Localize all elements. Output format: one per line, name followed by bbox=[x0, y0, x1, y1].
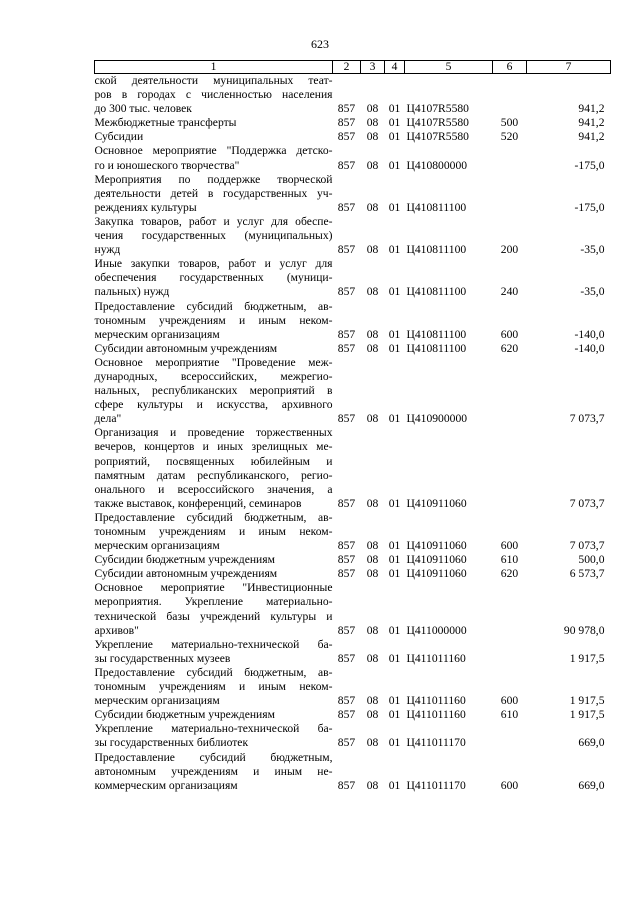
row-name-line: Субсидии автономным учреждениям bbox=[94, 341, 278, 355]
row-name-line: сфере культуры и искусства, архивного bbox=[94, 398, 333, 412]
cell-c4: 01 bbox=[388, 285, 401, 299]
table-row bbox=[95, 215, 611, 257]
row-name-cell bbox=[95, 342, 333, 356]
table-row bbox=[95, 426, 611, 511]
cell-c4: 01 bbox=[388, 116, 401, 130]
row-name-line: чения государственных (муниципальных) bbox=[94, 229, 333, 243]
cell-c7: -35,0 bbox=[580, 243, 605, 257]
cell-c6 bbox=[493, 173, 527, 215]
cell-c3: 08 bbox=[366, 694, 379, 708]
header-col-7: 7 bbox=[527, 61, 611, 74]
cell-c2: 857 bbox=[337, 496, 356, 510]
cell-c7: -140,0 bbox=[574, 327, 605, 341]
cell-c7: 1 917,5 bbox=[569, 651, 605, 665]
cell-c5: Ц410811100 bbox=[406, 341, 467, 355]
cell-c4: 01 bbox=[388, 651, 401, 665]
cell-c6: 620 bbox=[500, 341, 519, 355]
cell-c2: 857 bbox=[337, 412, 356, 426]
table-row bbox=[95, 511, 611, 553]
row-name-line: мерческим организациям bbox=[94, 327, 220, 341]
cell-c5: Ц411011170 bbox=[406, 778, 466, 792]
row-name-line: онального и всероссийского значения, а bbox=[94, 482, 333, 496]
cell-c4: 01 bbox=[388, 412, 401, 426]
cell-c6: 240 bbox=[500, 285, 519, 299]
row-name-cell bbox=[95, 426, 333, 511]
table-row bbox=[95, 116, 611, 130]
table-row bbox=[95, 638, 611, 666]
row-name-cell bbox=[95, 751, 333, 793]
row-name-line: роприятий, посвященных юбилейным и bbox=[94, 454, 333, 468]
row-name-cell bbox=[95, 215, 333, 257]
cell-c2: 857 bbox=[337, 778, 356, 792]
cell-c6: 610 bbox=[500, 708, 519, 722]
row-name-cell bbox=[95, 567, 333, 581]
table-row bbox=[95, 173, 611, 215]
row-name-line: Субсидии бюджетным учреждениям bbox=[94, 708, 275, 722]
row-name-line: мероприятия. Укрепление материально- bbox=[94, 595, 333, 609]
cell-c7: -175,0 bbox=[574, 158, 605, 172]
row-name-line: мерческим организациям bbox=[94, 539, 220, 553]
cell-c5: Ц4107R5580 bbox=[406, 130, 469, 144]
cell-c4: 01 bbox=[388, 778, 401, 792]
row-name-line: тономным учреждениям и иным неком- bbox=[94, 680, 333, 694]
row-name-line: дународных, всероссийских, межрегио- bbox=[94, 369, 333, 383]
cell-c6: 600 bbox=[500, 778, 519, 792]
row-name-cell bbox=[95, 356, 333, 426]
cell-c5: Ц410911060 bbox=[406, 496, 467, 510]
page-number: 623 bbox=[311, 37, 329, 51]
row-name-line: го и юношеского творчества" bbox=[94, 158, 240, 172]
cell-c3: 08 bbox=[366, 243, 379, 257]
row-name-line: Основное мероприятие "Проведение меж- bbox=[94, 355, 333, 369]
cell-c3: 08 bbox=[366, 651, 379, 665]
cell-c4: 01 bbox=[388, 130, 401, 144]
row-name-cell bbox=[95, 553, 333, 567]
cell-c2: 857 bbox=[337, 651, 356, 665]
cell-c7: 6 573,7 bbox=[569, 567, 605, 581]
row-name-line: архивов" bbox=[94, 623, 139, 637]
header-col-5: 5 bbox=[405, 61, 493, 74]
cell-c4: 01 bbox=[388, 623, 401, 637]
cell-c7: 90 978,0 bbox=[563, 623, 605, 637]
cell-c6: 600 bbox=[500, 694, 519, 708]
row-name-cell bbox=[95, 116, 333, 130]
row-name-line: Субсидии бюджетным учреждениям bbox=[94, 553, 275, 567]
row-name-cell bbox=[95, 257, 333, 299]
table-row bbox=[95, 144, 611, 172]
row-name-line: до 300 тыс. человек bbox=[94, 102, 192, 116]
table-row bbox=[95, 751, 611, 793]
header-col-2: 2 bbox=[333, 61, 361, 74]
header-col-1: 1 bbox=[95, 61, 333, 74]
cell-c3: 08 bbox=[366, 130, 379, 144]
cell-c3: 08 bbox=[366, 778, 379, 792]
cell-c7: 7 073,7 bbox=[569, 496, 605, 510]
row-name-line: автономным учреждениям и иным не- bbox=[94, 764, 333, 778]
row-name-cell bbox=[95, 173, 333, 215]
cell-c6 bbox=[493, 722, 527, 750]
table-row bbox=[95, 581, 611, 637]
cell-c3: 08 bbox=[366, 158, 379, 172]
cell-c2: 857 bbox=[337, 736, 356, 750]
cell-c6: 620 bbox=[500, 567, 519, 581]
cell-c3: 08 bbox=[366, 736, 379, 750]
cell-c4: 01 bbox=[388, 243, 401, 257]
table-row bbox=[95, 342, 611, 356]
cell-c2: 857 bbox=[337, 567, 356, 581]
cell-c2: 857 bbox=[337, 327, 356, 341]
row-name-line: коммерческим организациям bbox=[94, 778, 238, 792]
cell-c4: 01 bbox=[388, 158, 401, 172]
cell-c4: 01 bbox=[388, 694, 401, 708]
cell-c6 bbox=[493, 581, 527, 637]
row-name-line: нужд bbox=[94, 243, 121, 257]
cell-c7: 500,0 bbox=[578, 553, 605, 567]
cell-c2: 857 bbox=[337, 708, 356, 722]
row-name-line: зы государственных библиотек bbox=[94, 736, 249, 750]
row-name-cell bbox=[95, 300, 333, 342]
row-name-line: зы государственных музеев bbox=[94, 651, 231, 665]
cell-c5: Ц410811100 bbox=[406, 327, 467, 341]
row-name-cell bbox=[95, 511, 333, 553]
row-name-line: тономным учреждениям и иным неком- bbox=[94, 313, 333, 327]
cell-c5: Ц411011160 bbox=[406, 708, 466, 722]
cell-c5: Ц410811100 bbox=[406, 243, 467, 257]
cell-c3: 08 bbox=[366, 412, 379, 426]
row-name-line: Предоставление субсидий бюджетным, ав- bbox=[94, 665, 333, 679]
cell-c3: 08 bbox=[366, 102, 379, 116]
header-col-3: 3 bbox=[361, 61, 385, 74]
row-name-line: Основное мероприятие "Инвестиционные bbox=[94, 581, 333, 595]
row-name-line: Предоставление субсидий бюджетным, ав- bbox=[94, 510, 333, 524]
cell-c6 bbox=[493, 74, 527, 117]
cell-c5: Ц411000000 bbox=[406, 623, 467, 637]
cell-c5: Ц410911060 bbox=[406, 539, 467, 553]
cell-c6: 610 bbox=[500, 553, 519, 567]
row-name-line: памятным датам республиканского, регио- bbox=[94, 468, 333, 482]
cell-c2: 857 bbox=[337, 102, 356, 116]
row-name-line: мерческим организациям bbox=[94, 694, 220, 708]
row-name-cell bbox=[95, 666, 333, 708]
cell-c7: 7 073,7 bbox=[569, 412, 605, 426]
table-row bbox=[95, 356, 611, 426]
cell-c3: 08 bbox=[366, 553, 379, 567]
cell-c3: 08 bbox=[366, 341, 379, 355]
cell-c2: 857 bbox=[337, 539, 356, 553]
cell-c5: Ц410911060 bbox=[406, 567, 467, 581]
cell-c3: 08 bbox=[366, 496, 379, 510]
cell-c3: 08 bbox=[366, 708, 379, 722]
row-name-cell bbox=[95, 708, 333, 722]
cell-c4: 01 bbox=[388, 200, 401, 214]
cell-c6: 520 bbox=[500, 130, 519, 144]
cell-c5: Ц410900000 bbox=[406, 412, 468, 426]
table-header-row bbox=[95, 61, 611, 74]
cell-c6: 500 bbox=[500, 116, 519, 130]
cell-c3: 08 bbox=[366, 623, 379, 637]
header-col-4: 4 bbox=[385, 61, 405, 74]
cell-c7: -35,0 bbox=[580, 285, 605, 299]
cell-c7: -175,0 bbox=[574, 200, 605, 214]
cell-c4: 01 bbox=[388, 341, 401, 355]
cell-c4: 01 bbox=[388, 539, 401, 553]
row-name-line: нальных, республиканских мероприятий в bbox=[94, 384, 333, 398]
cell-c5: Ц411011160 bbox=[406, 694, 466, 708]
cell-c7: 669,0 bbox=[578, 736, 605, 750]
cell-c4: 01 bbox=[388, 102, 401, 116]
cell-c4: 01 bbox=[388, 708, 401, 722]
cell-c5: Ц4107R5580 bbox=[406, 116, 469, 130]
cell-c4: 01 bbox=[388, 327, 401, 341]
budget-table bbox=[94, 60, 611, 793]
row-name-line: Основное мероприятие "Поддержка детско- bbox=[94, 144, 333, 158]
row-name-cell bbox=[95, 74, 333, 117]
cell-c5: Ц411011170 bbox=[406, 736, 466, 750]
table-row bbox=[95, 553, 611, 567]
cell-c7: -140,0 bbox=[574, 341, 605, 355]
row-name-line: Организация и проведение торжественных bbox=[94, 426, 333, 440]
table-row bbox=[95, 74, 611, 117]
cell-c4: 01 bbox=[388, 496, 401, 510]
row-name-line: тономным учреждениям и иным неком- bbox=[94, 525, 333, 538]
cell-c2: 857 bbox=[337, 200, 356, 214]
cell-c7: 941,2 bbox=[578, 116, 605, 130]
table-body bbox=[95, 74, 611, 793]
table-row bbox=[95, 708, 611, 722]
cell-c5: Ц411011160 bbox=[406, 651, 466, 665]
cell-c3: 08 bbox=[366, 539, 379, 553]
row-name-line: Предоставление субсидий бюджетным, ав- bbox=[94, 299, 333, 313]
cell-c2: 857 bbox=[337, 243, 356, 257]
row-name-line: деятельности детей в государственных уч- bbox=[94, 186, 333, 200]
cell-c6 bbox=[493, 144, 527, 172]
row-name-line: Субсидии автономным учреждениям bbox=[94, 567, 278, 581]
cell-c4: 01 bbox=[388, 736, 401, 750]
row-name-line: Предоставление субсидий бюджетным, bbox=[94, 750, 333, 764]
row-name-line: Укрепление материально-технической ба- bbox=[94, 722, 333, 736]
table-row bbox=[95, 257, 611, 299]
row-name-line: реждениях культуры bbox=[94, 200, 197, 214]
cell-c2: 857 bbox=[337, 158, 356, 172]
table-row bbox=[95, 300, 611, 342]
cell-c2: 857 bbox=[337, 341, 356, 355]
cell-c7: 941,2 bbox=[578, 102, 605, 116]
row-name-line: технической базы учреждений культуры и bbox=[94, 609, 333, 623]
table-row bbox=[95, 722, 611, 750]
cell-c3: 08 bbox=[366, 327, 379, 341]
row-name-line: Мероприятия по поддержке творческой bbox=[94, 172, 333, 186]
cell-c5: Ц410911060 bbox=[406, 553, 467, 567]
row-name-cell bbox=[95, 581, 333, 637]
cell-c6 bbox=[493, 356, 527, 426]
row-name-cell bbox=[95, 638, 333, 666]
row-name-line: ров в городах с численностью населения bbox=[94, 88, 333, 102]
row-name-line: пальных) нужд bbox=[94, 285, 170, 299]
cell-c6 bbox=[493, 426, 527, 511]
table-row bbox=[95, 666, 611, 708]
cell-c7: 1 917,5 bbox=[569, 708, 605, 722]
header-col-6: 6 bbox=[493, 61, 527, 74]
table-row bbox=[95, 130, 611, 144]
cell-c6: 600 bbox=[500, 327, 519, 341]
cell-c7: 941,2 bbox=[578, 130, 605, 144]
row-name-line: Иные закупки товаров, работ и услуг для bbox=[94, 257, 333, 271]
cell-c3: 08 bbox=[366, 116, 379, 130]
cell-c6: 600 bbox=[500, 539, 519, 553]
row-name-line: ской деятельности муниципальных теат- bbox=[94, 74, 333, 87]
cell-c7: 1 917,5 bbox=[569, 694, 605, 708]
cell-c6: 200 bbox=[500, 243, 519, 257]
cell-c2: 857 bbox=[337, 116, 356, 130]
row-name-line: также выставок, конференций, семинаров bbox=[94, 496, 302, 510]
cell-c3: 08 bbox=[366, 567, 379, 581]
row-name-line: дела" bbox=[94, 412, 122, 426]
cell-c7: 7 073,7 bbox=[569, 539, 605, 553]
cell-c4: 01 bbox=[388, 553, 401, 567]
row-name-line: Укрепление материально-технической ба- bbox=[94, 637, 333, 651]
row-name-cell bbox=[95, 722, 333, 750]
cell-c7: 669,0 bbox=[578, 778, 605, 792]
cell-c3: 08 bbox=[366, 285, 379, 299]
row-name-line: обеспечения государственных (муници- bbox=[94, 271, 333, 285]
cell-c2: 857 bbox=[337, 623, 356, 637]
cell-c6 bbox=[493, 638, 527, 666]
row-name-line: Закупка товаров, работ и услуг для обеспе- bbox=[94, 214, 333, 228]
cell-c2: 857 bbox=[337, 694, 356, 708]
cell-c2: 857 bbox=[337, 553, 356, 567]
cell-c5: Ц4107R5580 bbox=[406, 102, 469, 116]
cell-c5: Ц410800000 bbox=[406, 158, 468, 172]
row-name-line: Межбюджетные трансферты bbox=[94, 116, 237, 130]
cell-c4: 01 bbox=[388, 567, 401, 581]
cell-c5: Ц410811100 bbox=[406, 285, 467, 299]
cell-c2: 857 bbox=[337, 285, 356, 299]
table-row bbox=[95, 567, 611, 581]
cell-c5: Ц410811100 bbox=[406, 200, 467, 214]
row-name-cell bbox=[95, 144, 333, 172]
row-name-cell bbox=[95, 130, 333, 144]
cell-c3: 08 bbox=[366, 200, 379, 214]
cell-c2: 857 bbox=[337, 130, 356, 144]
row-name-line: вечеров, концертов и иных зрелищных ме- bbox=[94, 440, 333, 454]
row-name-line: Субсидии bbox=[94, 130, 144, 144]
